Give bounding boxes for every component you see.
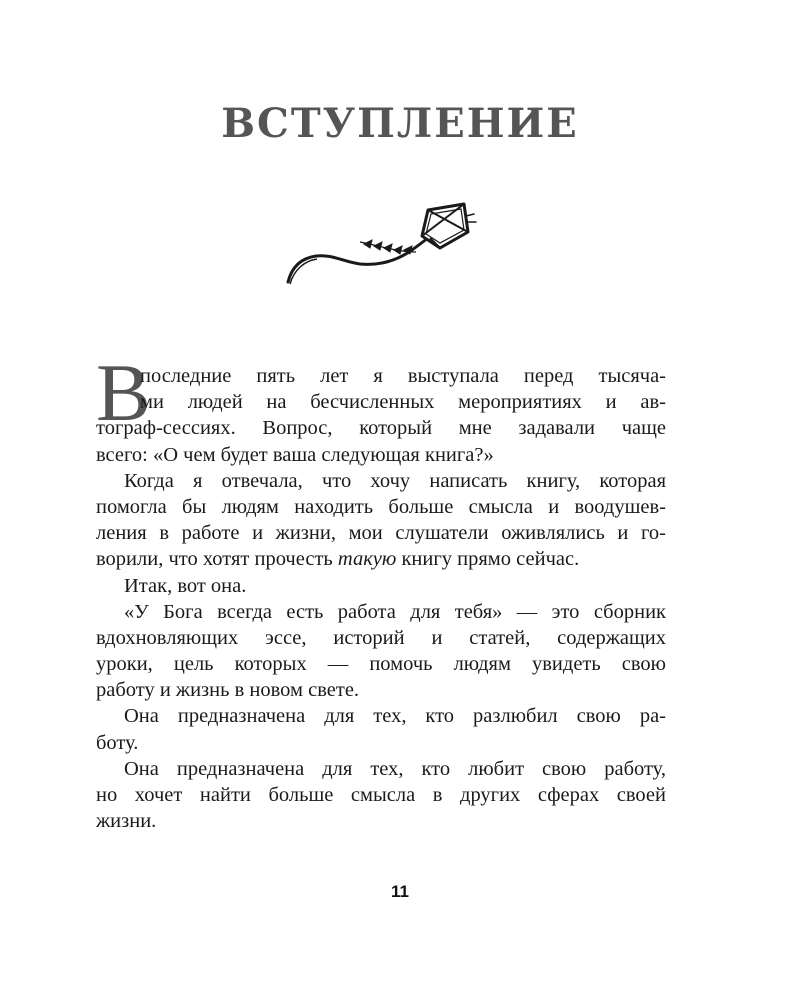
paragraph-4 (96, 599, 666, 704)
text-line: всего: «О чем будет ваша следующая книга?» (96, 443, 494, 466)
text-line: ления в работе и жизни, мои слушатели оживлялись и го- (96, 522, 666, 545)
text-line: Когда я отвечала, что хочу написать книгу, которая (124, 469, 666, 492)
chapter-title: ВСТУПЛЕНИЕ (221, 100, 579, 147)
text-line: тограф-сессиях. Вопрос, который мне задавали чаще (96, 417, 666, 440)
text-line: Она предназначена для тех, кто любит свою работу, (124, 757, 666, 780)
kite-icon (280, 196, 480, 296)
drop-cap: В (96, 347, 151, 438)
text-line: Итак, вот она. (124, 574, 247, 597)
text-span: ворили, что хотят прочесть (96, 548, 338, 571)
text-line (96, 546, 666, 572)
emphasis-text: такую (337, 548, 397, 571)
paragraph-1 (96, 363, 666, 468)
text-line: уроки, цель которых — помочь людям увидеть свою (96, 653, 666, 676)
text-line: вдохновляющих эссе, историй и статей, содержащих (96, 626, 666, 649)
text-line: помогла бы людям находить больше смысла и воодушев- (96, 495, 666, 518)
text-line: ми людей на бесчисленных мероприятиях и ав- (140, 391, 666, 414)
text-line: боту. (96, 731, 139, 754)
paragraph-5 (96, 703, 666, 755)
text-line: «У Бога всегда есть работа для тебя» — это сборник (124, 600, 666, 623)
text-span: книгу прямо сейчас. (396, 548, 580, 571)
body-text (96, 363, 666, 834)
page-number: 11 (391, 882, 409, 901)
text-line: Она предназначена для тех, кто разлюбил свою ра- (124, 705, 666, 728)
paragraph-2 (96, 468, 666, 573)
text-line: жизни. (96, 810, 157, 833)
text-line: работу и жизнь в новом свете. (96, 679, 360, 702)
paragraph-3 (96, 573, 666, 599)
paragraph-6 (96, 756, 666, 835)
text-line: но хочет найти больше смысла в других сферах своей (96, 784, 666, 806)
text-line: последние пять лет я выступала перед тысяча- (140, 365, 666, 387)
